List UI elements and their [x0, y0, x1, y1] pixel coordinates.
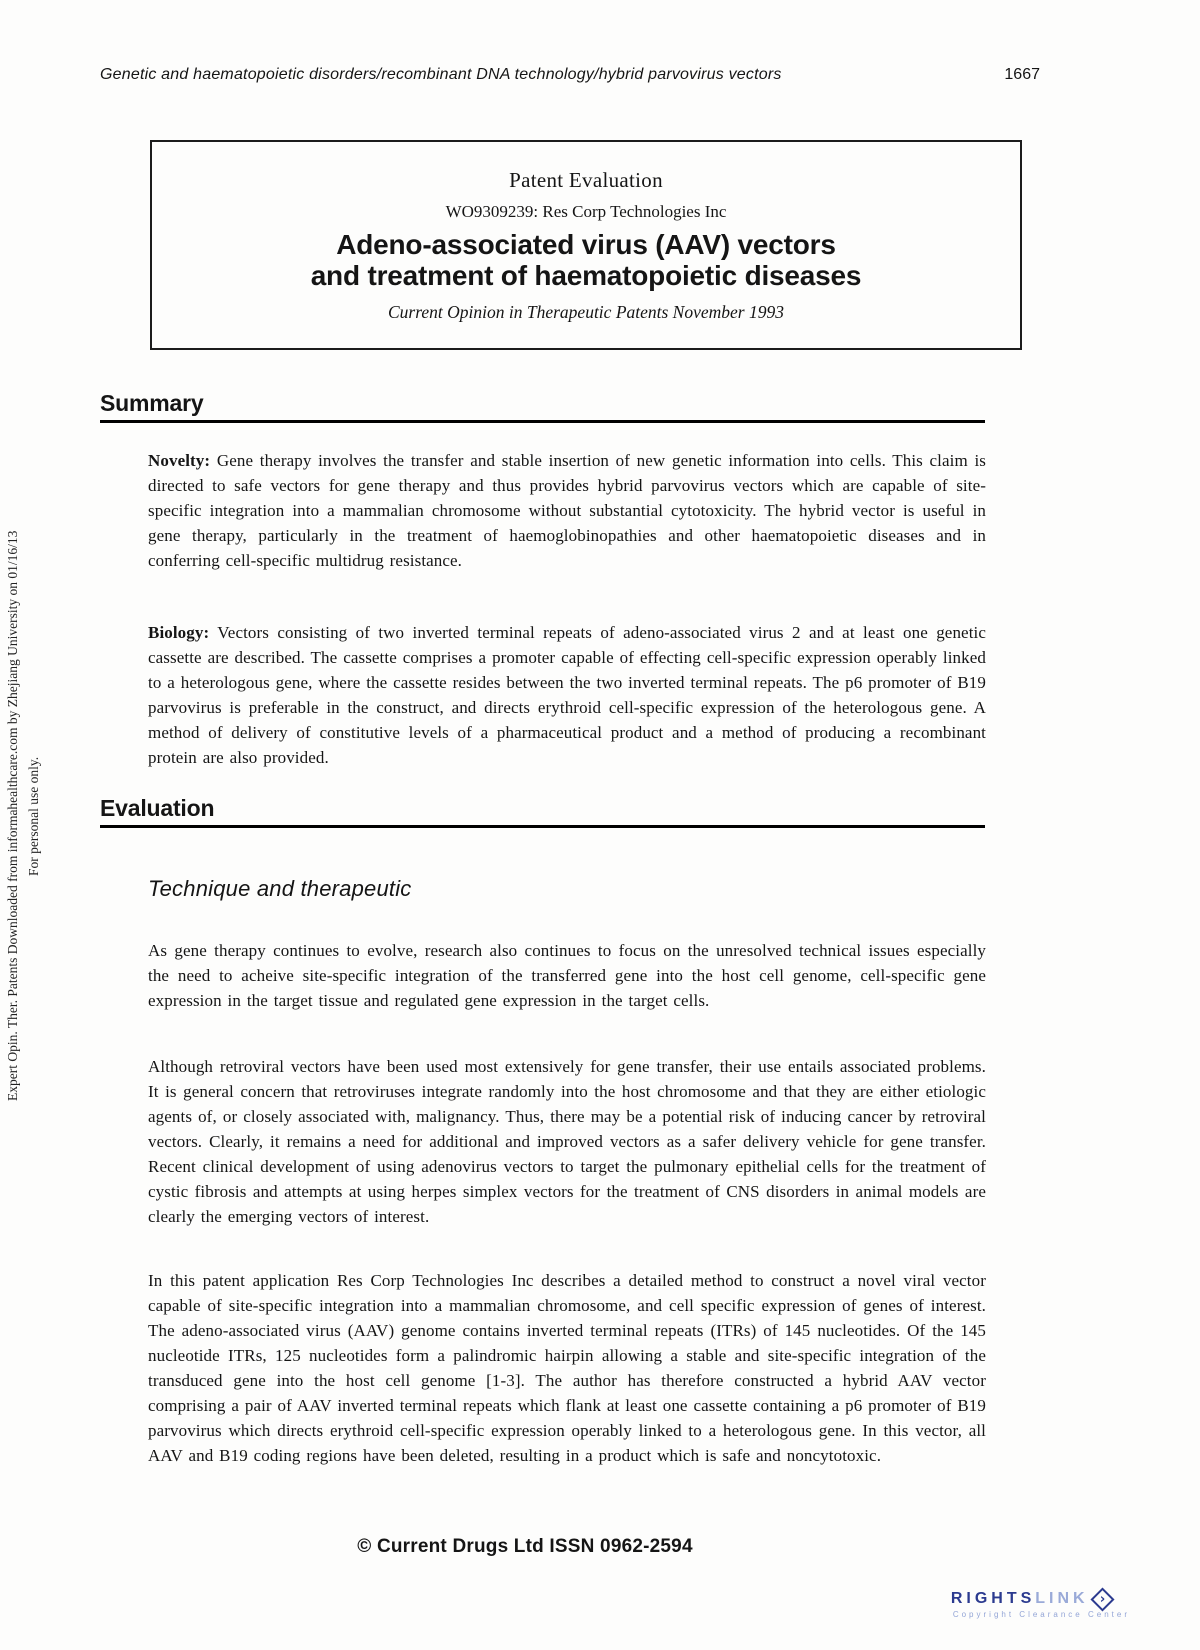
running-title: Genetic and haematopoietic disorders/recombinant DNA technology/hybrid parvovirus vectors	[100, 66, 782, 83]
page-number: 1667	[1004, 66, 1040, 83]
novelty-text: Gene therapy involves the transfer and stable insertion of new genetic information into cells. This claim is directed to safe vectors for gene therapy and thus provides hybrid parvovirus vectors which are capable of site-specific integration into a mammalian chromosome without substantial cytotoxicity. The hybrid vector is useful in gene therapy, particularly in the treatment of haemoglobinopathies and other haematopoietic diseases and in conferring cell-specific multidrug resistance.	[148, 451, 986, 570]
evaluation-subheading: Technique and therapeutic	[148, 876, 412, 901]
article-title	[152, 229, 1020, 291]
download-provenance-note	[2, 438, 48, 1194]
rightslink-diamond-arrow-icon: ›	[1090, 1587, 1114, 1611]
title-box	[150, 140, 1022, 350]
summary-novelty-paragraph	[148, 448, 986, 573]
rightslink-tagline: Copyright Clearance Center	[952, 1610, 1130, 1619]
evaluation-paragraph-2: Although retroviral vectors have been used most extensively for gene transfer, their use entails associated problems. It is general concern that retroviruses integrate randomly into the host chromosome and that they are either etiologic agents of, or closely associated with, malignancy. Thus, there may be a potential risk of inducing cancer by retroviral vectors. Clearly, it remains a need for additional and improved vectors as a safer delivery vehicle for gene transfer. Recent clinical development of using adenovirus vectors to target the pulmonary epithelial cells for the treatment of cystic fibrosis and attempts at using herpes simplex vectors for the treatment of CNS disorders in animal models are clearly the emerging vectors of interest.	[148, 1057, 986, 1226]
running-header	[100, 66, 1040, 84]
novelty-label: Novelty:	[148, 451, 211, 470]
journal-citation: Current Opinion in Therapeutic Patents November 1993	[388, 302, 784, 322]
copyright-issn-line: © Current Drugs Ltd ISSN 0962-2594	[357, 1536, 693, 1557]
evaluation-paragraph-3: In this patent application Res Corp Technologies Inc describes a detailed method to construct a novel viral vector capable of site-specific integration into a mammalian chromosome, and cell specific expression of genes of interest. The adeno-associated virus (AAV) genome contains inverted terminal repeats (ITRs) of 145 nucleotides. Of the 145 nucleotide ITRs, 125 nucleotides form a palindromic hairpin allowing a stable and site-specific integration of the transduced gene into the host cell genome [1-3]. The author has therefore constructed a hybrid AAV vector comprising a pair of AAV inverted terminal repeats which flank at least one cassette containing a p6 promoter of B19 parvovirus which directs erythroid cell-specific expression operably linked to a heterologous gene. In this vector, all AAV and B19 coding regions have been deleted, resulting in a product which is safe and noncytotoxic.	[148, 1271, 986, 1465]
kicker-patent-evaluation: Patent Evaluation	[509, 168, 663, 192]
rightslink-rights-text: RIGHTS	[950, 1590, 1036, 1607]
biology-label: Biology:	[148, 623, 210, 642]
patent-number-line: WO9309239: Res Corp Technologies Inc	[445, 202, 727, 221]
provenance-line-2: For personal use only.	[26, 756, 41, 876]
rightslink-wordmark	[951, 1590, 1111, 1608]
article-title-line1: Adeno-associated virus (AAV) vectors	[336, 229, 836, 260]
evaluation-paragraph-1: As gene therapy continues to evolve, research also continues to focus on the unresolved technical issues especially the need to acheive site-specific integration of the transferred gene into the host cell genome, cell-specific gene expression in the target tissue and regulated gene expression in the target cells.	[148, 941, 986, 1010]
rightslink-logo[interactable]	[951, 1590, 1130, 1619]
provenance-line-1: Expert Opin. Ther. Patents Downloaded from informahealthcare.com by Zhejiang University on 01/16/13	[5, 530, 20, 1102]
summary-biology-paragraph	[148, 620, 986, 770]
summary-heading: Summary	[100, 390, 985, 423]
article-title-line2: and treatment of haematopoietic diseases	[310, 260, 862, 291]
rightslink-link-text: LINK	[1035, 1590, 1089, 1607]
evaluation-heading: Evaluation	[100, 795, 985, 828]
biology-text: Vectors consisting of two inverted terminal repeats of adeno-associated virus 2 and at least one genetic cassette are described. The cassette comprises a promoter capable of effecting cell-specific expression operably linked to a heterologous gene, where the cassette resides between the two inverted terminal repeats. The p6 promoter of B19 parvovirus is preferable in the construct, and directs erythroid cell-specific expression of the heterologous gene. A method of delivery of constitutive levels of a pharmaceutical product and a method of producing a recombinant protein are also provided.	[148, 623, 986, 767]
